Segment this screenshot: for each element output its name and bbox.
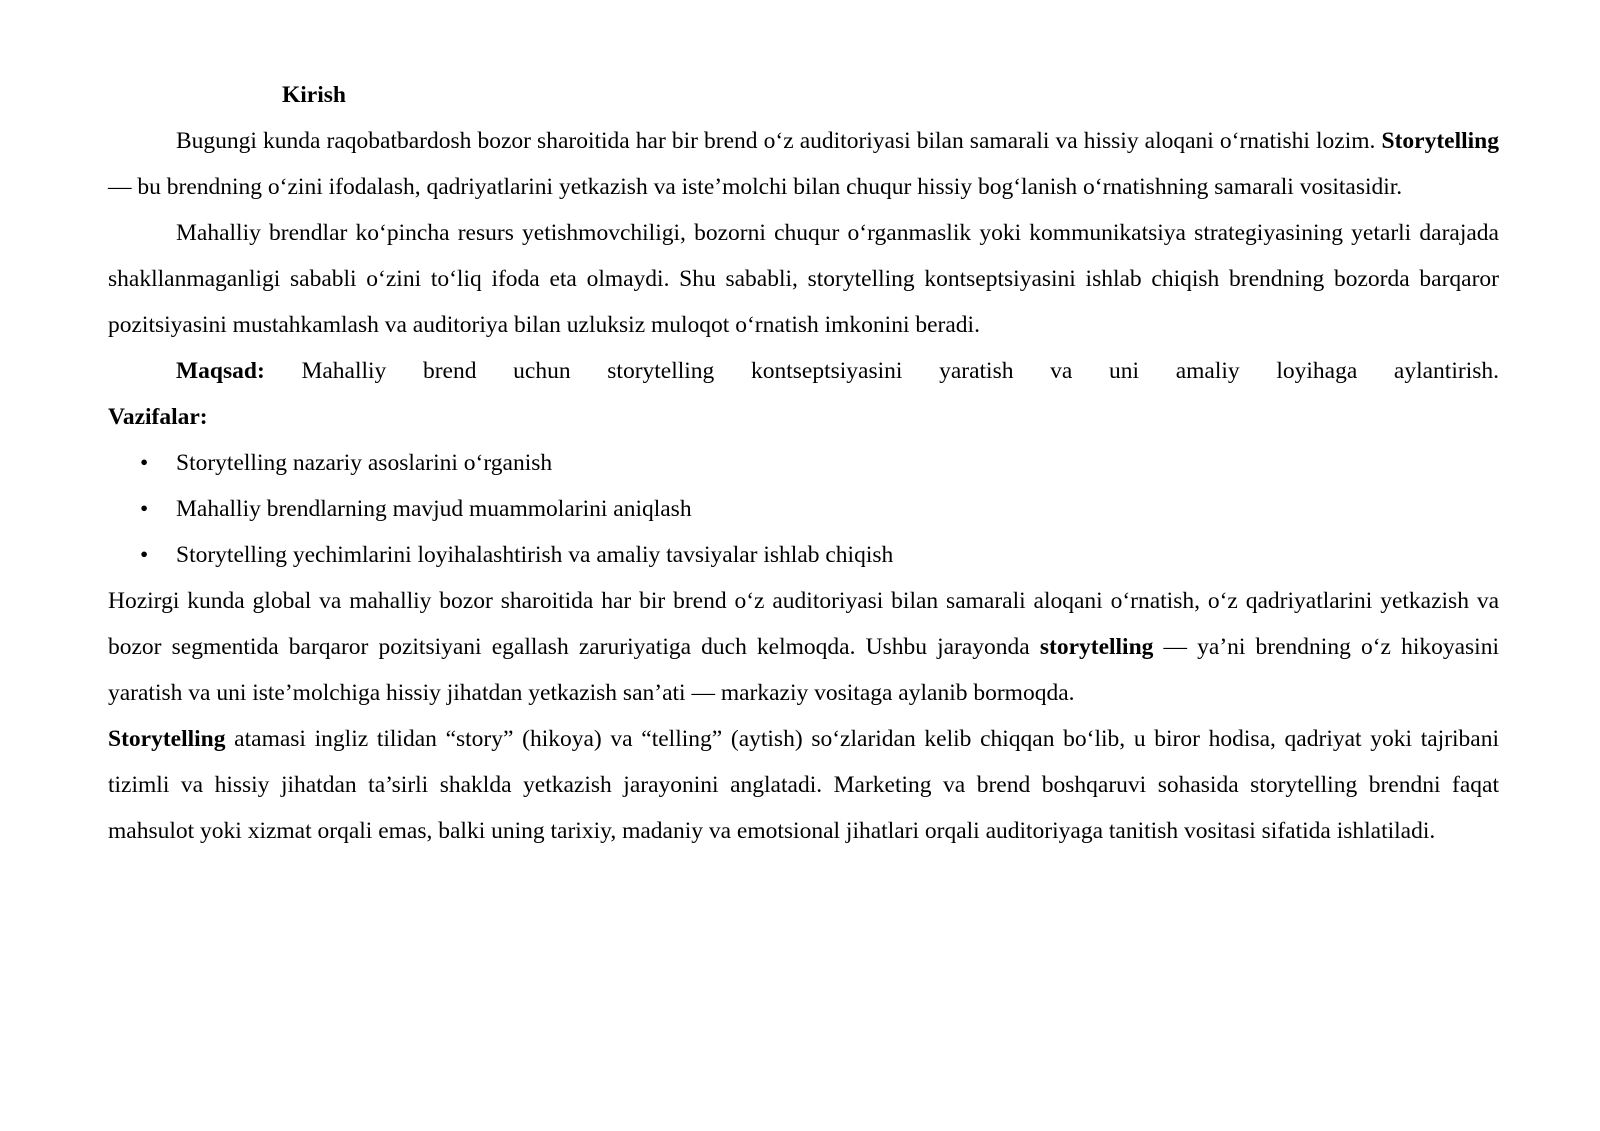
bullet-icon: • — [140, 450, 149, 476]
definition-text: atamasi ingliz tilidan “story” (hikoya) va “telling” (aytish) so‘zlaridan kelib chiqqan bo‘lib, u biror hodisa, qadriyat yoki tajribani tizimli va hissiy jihatdan ta’sirli shaklda yetkazish jarayonini anglatadi. Marketing va brend boshqaruvi sohasida storytelling brendni faqat mahsulot yoki xizmat orqali emas, balki uning tarixiy, madaniy va emotsional jihatlari orqali auditoriyaga tanitish vositasi sifatida ishlatiladi. — [108, 726, 1499, 844]
list-item — [108, 440, 1499, 486]
storytelling-term: Storytelling — [1381, 128, 1499, 154]
tasks-list — [108, 440, 1499, 578]
list-item — [108, 486, 1499, 532]
goal-label: Maqsad: — [176, 358, 265, 384]
list-item-text: Mahalliy brendlarning mavjud muammolarini aniqlash — [176, 496, 692, 522]
bullet-icon: • — [140, 496, 149, 522]
intro-text-end: — bu brendning o‘zini ifodalash, qadriyatlarini yetkazish va iste’molchi bilan chuqur hissiy bog‘lanish o‘rnatishning samarali vositasidir. — [108, 174, 1403, 200]
list-item-text: Storytelling yechimlarini loyihalashtirish va amaliy tavsiyalar ishlab chiqish — [176, 542, 894, 568]
goal-text: Mahalliy brend uchun storytelling kontseptsiyasini yaratish va uni amaliy loyihaga aylantirish. — [264, 358, 1499, 384]
intro-text-start: Bugungi kunda raqobatbardosh bozor sharoitida har bir brend o‘z auditoriyasi bilan samarali va hissiy aloqani o‘rnatishi lozim. — [176, 128, 1382, 154]
definition-paragraph — [108, 716, 1499, 854]
storytelling-term: storytelling — [1039, 634, 1154, 660]
global-market-paragraph — [108, 578, 1499, 716]
tasks-label: Vazifalar: — [108, 404, 208, 430]
list-item — [108, 532, 1499, 578]
intro-paragraph — [108, 118, 1499, 210]
storytelling-term: Storytelling — [108, 726, 226, 752]
bullet-icon: • — [140, 542, 149, 568]
global-text-end: — ya’ni brendning o‘z hikoyasini yaratish va uni iste’molchiga hissiy jihatdan yetkazish san’ati — markaziy vositaga aylanib bormoqda. — [108, 634, 1499, 706]
document-page — [108, 72, 1499, 854]
local-brands-paragraph: Mahalliy brendlar ko‘pincha resurs yetishmovchiligi, bozorni chuqur o‘rganmaslik yoki kommunikatsiya strategiyasining yetarli darajada shakllanmaganligi sababli o‘zini to‘liq ifoda eta olmaydi. Shu sababli, storytelling kontseptsiyasini ishlab chiqish brendning bozorda barqaror pozitsiyasini mustahkamlash va auditoriya bilan uzluksiz muloqot o‘rnatish imkonini beradi. — [108, 220, 1499, 338]
global-text-start: Hozirgi kunda global va mahalliy bozor sharoitida har bir brend o‘z auditoriyasi bilan samarali aloqani o‘rnatish, o‘z qadriyatlarini yetkazish va bozor segmentida barqaror pozitsiyani egallash zaruriyatiga duch kelmoqda. Ushbu jarayonda — [108, 588, 1499, 660]
section-heading: Kirish — [282, 82, 346, 108]
goal-paragraph — [108, 348, 1499, 394]
list-item-text: Storytelling nazariy asoslarini o‘rganish — [176, 450, 553, 476]
